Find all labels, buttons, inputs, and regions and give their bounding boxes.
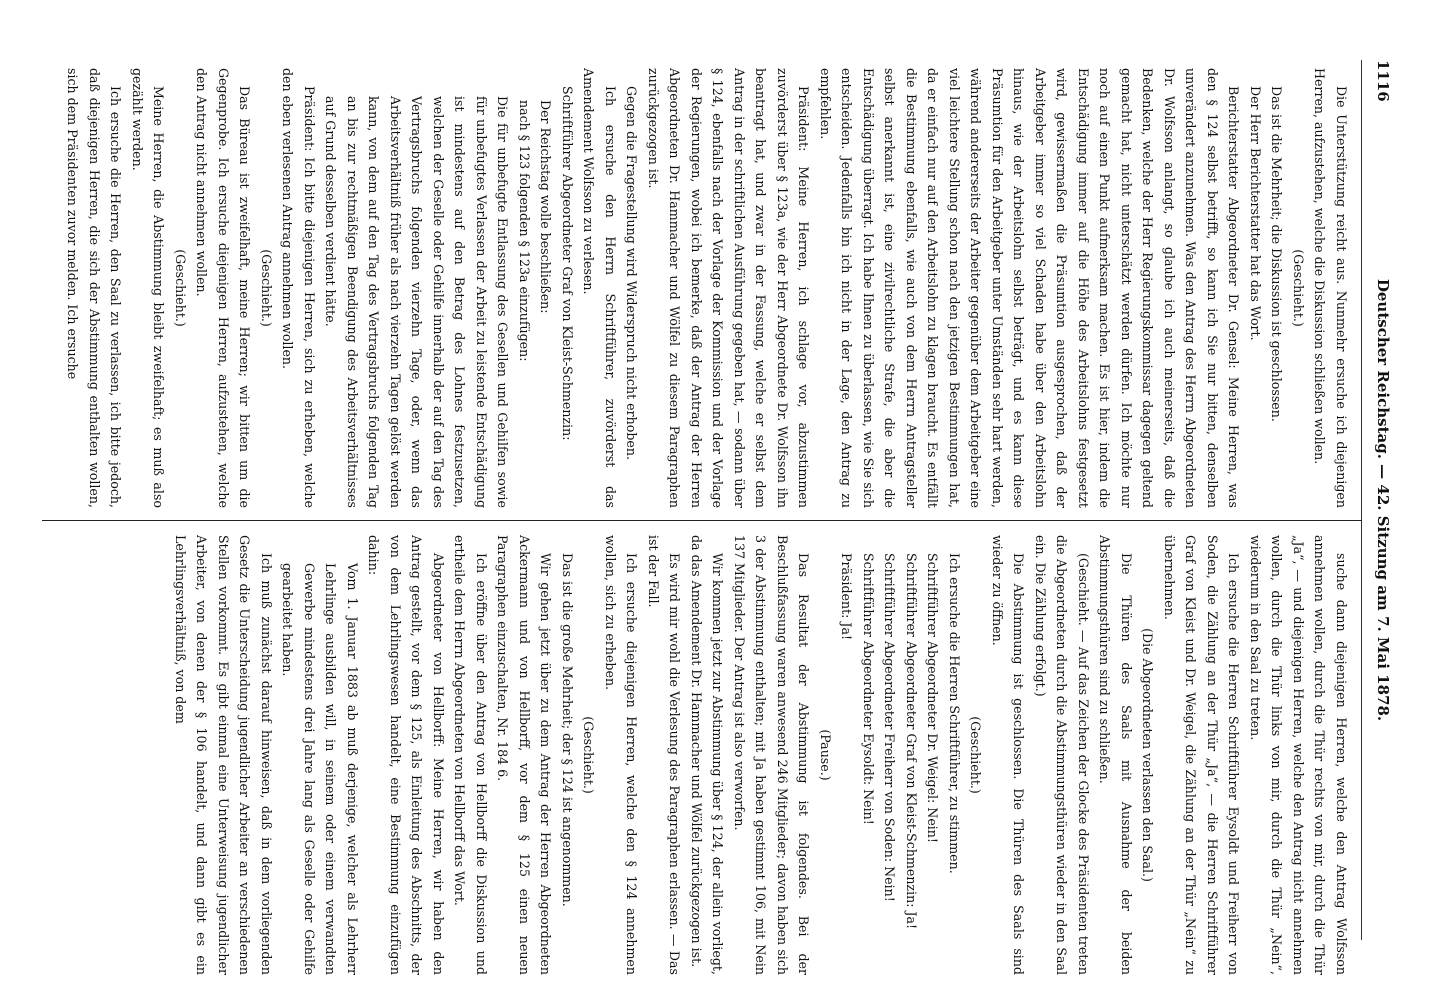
paragraph: Schriftführer Abgeordneter Freiherr von Soden: Nein!: [882, 553, 898, 902]
paragraph: Präsident: Ja!: [839, 553, 855, 641]
paragraph: Ich ersuche den Herrn Schriftführer, zuvörderst das Amendement Wolfsson zu verlesen.: [581, 68, 618, 508]
paragraph: Wir kommen jetzt zur Abstimmung über § 124, der allein vorliegt, da das Amendement Dr. Hammacher und Wölfel zurückgezogen ist.: [689, 535, 726, 975]
paragraph: Präsident: Ich bitte diejenigen Herren, sich zu erheben, welche den eben verlesenen Antrag annehmen wollen.: [280, 68, 317, 508]
paragraph: Das ist die Mehrheit; die Diskussion ist geschlossen.: [1269, 86, 1285, 422]
paragraph: Es wird mir wohl die Verlesung des Paragraphen erlassen. — Das ist der Fall.: [646, 535, 683, 975]
paragraph: suche dann diejenigen Herren, welche den Antrag Wolfsson annehmen wollen, durch die Thür rechts von mir, durch die Thür „Ja“, — und diejenigen Herren, welche den Antrag nicht annehmen wollen, durch die Thür links von mir, durch die Thür „Nein“, wiederum in den Saal zu treten.: [1248, 535, 1349, 975]
paragraph: Schriftführer Abgeordneter Graf von Kleist-Schmenzin: Ja!: [904, 553, 919, 930]
paragraph: Ich ersuche die Herren Schriftführer, zu stimmen.: [947, 553, 962, 874]
paragraph: Meine Herren, die Abstimmung bleibt zweifelhaft; es muß also gezählt werden.: [130, 68, 167, 508]
paragraph: Vom 1. Januar 1883 ab muß derjenige, welcher als Lehrherr Lehrlinge ausbilden will, in seinem oder einem verwandten Gewerbe mindestens drei Jahre lang als Geselle oder Gehilfe gearbeitet haben.: [280, 563, 360, 975]
paragraph: (Geschieht.): [259, 249, 274, 327]
running-title: Deutscher Reichstag. — 42. Sitzung am 7. Mai 1878.: [1374, 278, 1392, 722]
paragraph: Der Herr Berichterstatter hat das Wort.: [1248, 86, 1263, 341]
paragraph: Ich ersuche die Herren, den Saal zu verlassen, ich bitte jedoch, daß diejenigen Herren, die sich der Abstimmung enthalten wollen, sich dem Präsidenten zuvor melden. Ich ersuche: [65, 68, 124, 508]
paragraph: Das ist die große Mehrheit; der § 124 ist angenommen.: [560, 553, 575, 907]
page-number: 1116: [1374, 60, 1392, 102]
paragraph: Die für unbefugte Entlassung des Gesellen und Gehilfen sowie für unbefugtes Verlassen der Arbeit zu leistende Entschädigung ist mindestens auf den Betrag des Lohnes festzusetzen, welchen der Geselle oder Gehilfe innerhalb der auf den Tag des Vertragsbruchs folgenden vierzehn Tage, oder, wenn das Arbeitsverhältniß früher als nach vierzehn Tagen gelöst werden kann, von dem auf den Tag des Vertragsbruchs folgenden Tag an bis zur rechtmäßigen Beendigung des Arbeitsverhältnisses auf Grund desselben verdient hätte.: [323, 96, 511, 508]
paragraph: Die Abstimmung ist geschlossen. Die Thüren des Saals sind wieder zu öffnen.: [990, 535, 1027, 975]
paragraph: Gegen die Fragestellung wird Widerspruch nicht erhoben.: [624, 86, 640, 460]
paragraph: (Die Abgeordneten verlassen den Saal.): [1140, 628, 1156, 882]
running-header: [1362, 60, 1392, 940]
paragraph: Ich muß zunächst darauf hinweisen, daß in dem vorliegenden Gesetz die Unterscheidung jugendlicher Arbeiter an verschiedenen Stellen vorkommt. Es gibt einmal eine Unterweisung jugendlicher Arbeiter, von denen der § 106 handelt, und dann gibt es ein Lehrlingsverhältniß, von dem: [173, 535, 274, 975]
paragraph: Wir gehen jetzt über zu dem Antrag der Herren Abgeordneten Ackermann und von Hellborff, vor dem § 125 einen neuen Paragraphen einzuschalten, Nr. 184 6.: [495, 535, 554, 975]
paragraph: Ich ersuche die Herren Schriftführer Eysoldt und Freiherr von Soden, die Zählung an der Thür „Ja“, — die Herren Schriftführer Graf von Kleist und Dr. Weigel, die Zählung an der Thür „Nein“ zu übernehmen.: [1162, 535, 1242, 975]
paragraph: (Geschieht.): [173, 249, 188, 327]
paragraph: Das Büreau ist zweifelhaft, meine Herren; wir bitten um die Gegenprobe. Ich ersuche diejenigen Herren, aufzustehen, welche den Antrag nicht annehmen wollen.: [194, 68, 253, 508]
paragraph: Der Reichstag wolle beschließen:: [538, 100, 554, 314]
column-divider: [42, 520, 1362, 521]
paragraph: (Geschieht. — Auf das Zeichen der Glocke des Präsidenten treten die Abgeordneten durch die Abstimmungsthüren wieder in den Saal ein. Die Zählung erfolgt.): [1033, 535, 1091, 975]
paragraph: Ich ersuche diejenigen Herren, welche den § 124 annehmen wollen, sich zu erheben.: [603, 535, 640, 975]
paragraph: Schriftführer Abgeordneter Eysoldt: Nein!: [861, 553, 876, 825]
paragraph: Präsident: Meine Herren, ich schlage vor, abzustimmen zuvörderst über § 123a, wie der Herr Abgeordnete Dr. Wolfsson ihn beantragt hat, und zwar in der Fassung, welche er selbst dem Antrag in der schriftlichen Ausführung gegeben hat, — sodann über § 124, ebenfalls nach der Vorlage der Kommission und der Vorlage der Regierungen, wobei ich bemerke, daß der Antrag der Herren Abgeordneten Dr. Hammacher und Wölfel zu diesem Paragraphen zurückgezogen ist.: [646, 68, 812, 508]
paragraph: (Geschieht.): [581, 716, 597, 794]
paragraph: Ich eröffne über den Antrag von Hellborff die Diskussion und ertheile dem Herrn Abgeordneten von Hellborff das Wort.: [452, 535, 489, 975]
paragraph: Das Resultat der Abstimmung ist folgendes. Bei der Beschlußfassung waren anwesend 246 Mitglieder; davon haben sich 3 der Abstimmung enthalten; mit Ja haben gestimmt 106, mit Nein 137 Mitglieder. Der Antrag ist also verworfen.: [732, 535, 812, 975]
paragraph: (Pause.): [818, 729, 833, 781]
right-column: [42, 535, 1352, 975]
paragraph: Abgeordneter von Hellborff: Meine Herren, wir haben den Antrag gestellt, vor dem § 125, als Einleitung des Abschnitts, der von dem Lehrlingswesen handelt, eine Bestimmung einzufügen dahin:: [366, 535, 446, 975]
paragraph: (Geschieht.): [968, 716, 984, 794]
paragraph: Die Unterstützung reicht aus. Nunmehr ersuche ich diejenigen Herren, aufzustehen, welche die Diskussion schließen wollen.: [1312, 68, 1349, 508]
paragraph: Berichterstatter Abgeordneter Dr. Gensel: Meine Herren, was den § 124 selbst betrifft, so kann ich Sie nur bitten, denselben unverändert anzunehmen. Was den Antrag des Herrn Abgeordneten Dr. Wolfsson anlangt, so glaube ich auch meinerseits, daß die Bedenken, welche der Herr Regierungskommissar dagegen geltend gemacht hat, nicht unterschätzt werden dürfen. Ich möchte nur noch auf einen Punkt aufmerksam machen. Es ist hier, indem die Entschädigung immer auf die Höhe des Arbeitslohns festgesetzt wird, gewissermaßen die Präsumtion ausgesprochen, daß der Arbeitgeber immer so viel Schaden habe über den Arbeitslohn hinaus, wie der Arbeitslohn selbst beträgt, und es kann diese Präsumtion für den Arbeitgeber unter Umständen sehr hart werden, während andererseits der Arbeiter gegenüber dem Arbeitgeber eine viel leichtere Stellung schon nach den jetzigen Bestimmungen hat, da er einfach nur auf den Arbeitslohn zu klagen braucht. Es entfällt die Bestimmung ebenfalls, wie auch von dem Herrn Antragsteller selbst anerkannt ist, eine zivilrechtliche Strafe, die aber die Entschädigung überragt. Ich habe Ihnen zu überlassen, wie Sie sich entscheiden. Jedenfalls bin ich nicht in der Lage, den Antrag zu empfehlen.: [818, 68, 1242, 508]
paragraph: nach § 123 folgenden § 123a einzufügen:: [517, 100, 532, 362]
header-rule: [1361, 60, 1362, 940]
paragraph: Schriftführer Abgeordneter Graf von Kleist-Schmenzin:: [560, 86, 575, 441]
left-column: [42, 68, 1352, 508]
paragraph: (Geschieht.): [1291, 249, 1306, 327]
paragraph: Die Thüren des Saals mit Ausnahme der beiden Abstimmungsthüren sind zu schließen.: [1097, 535, 1134, 975]
paragraph: Schriftführer Abgeordneter Dr. Weigel: Nein!: [925, 553, 941, 843]
